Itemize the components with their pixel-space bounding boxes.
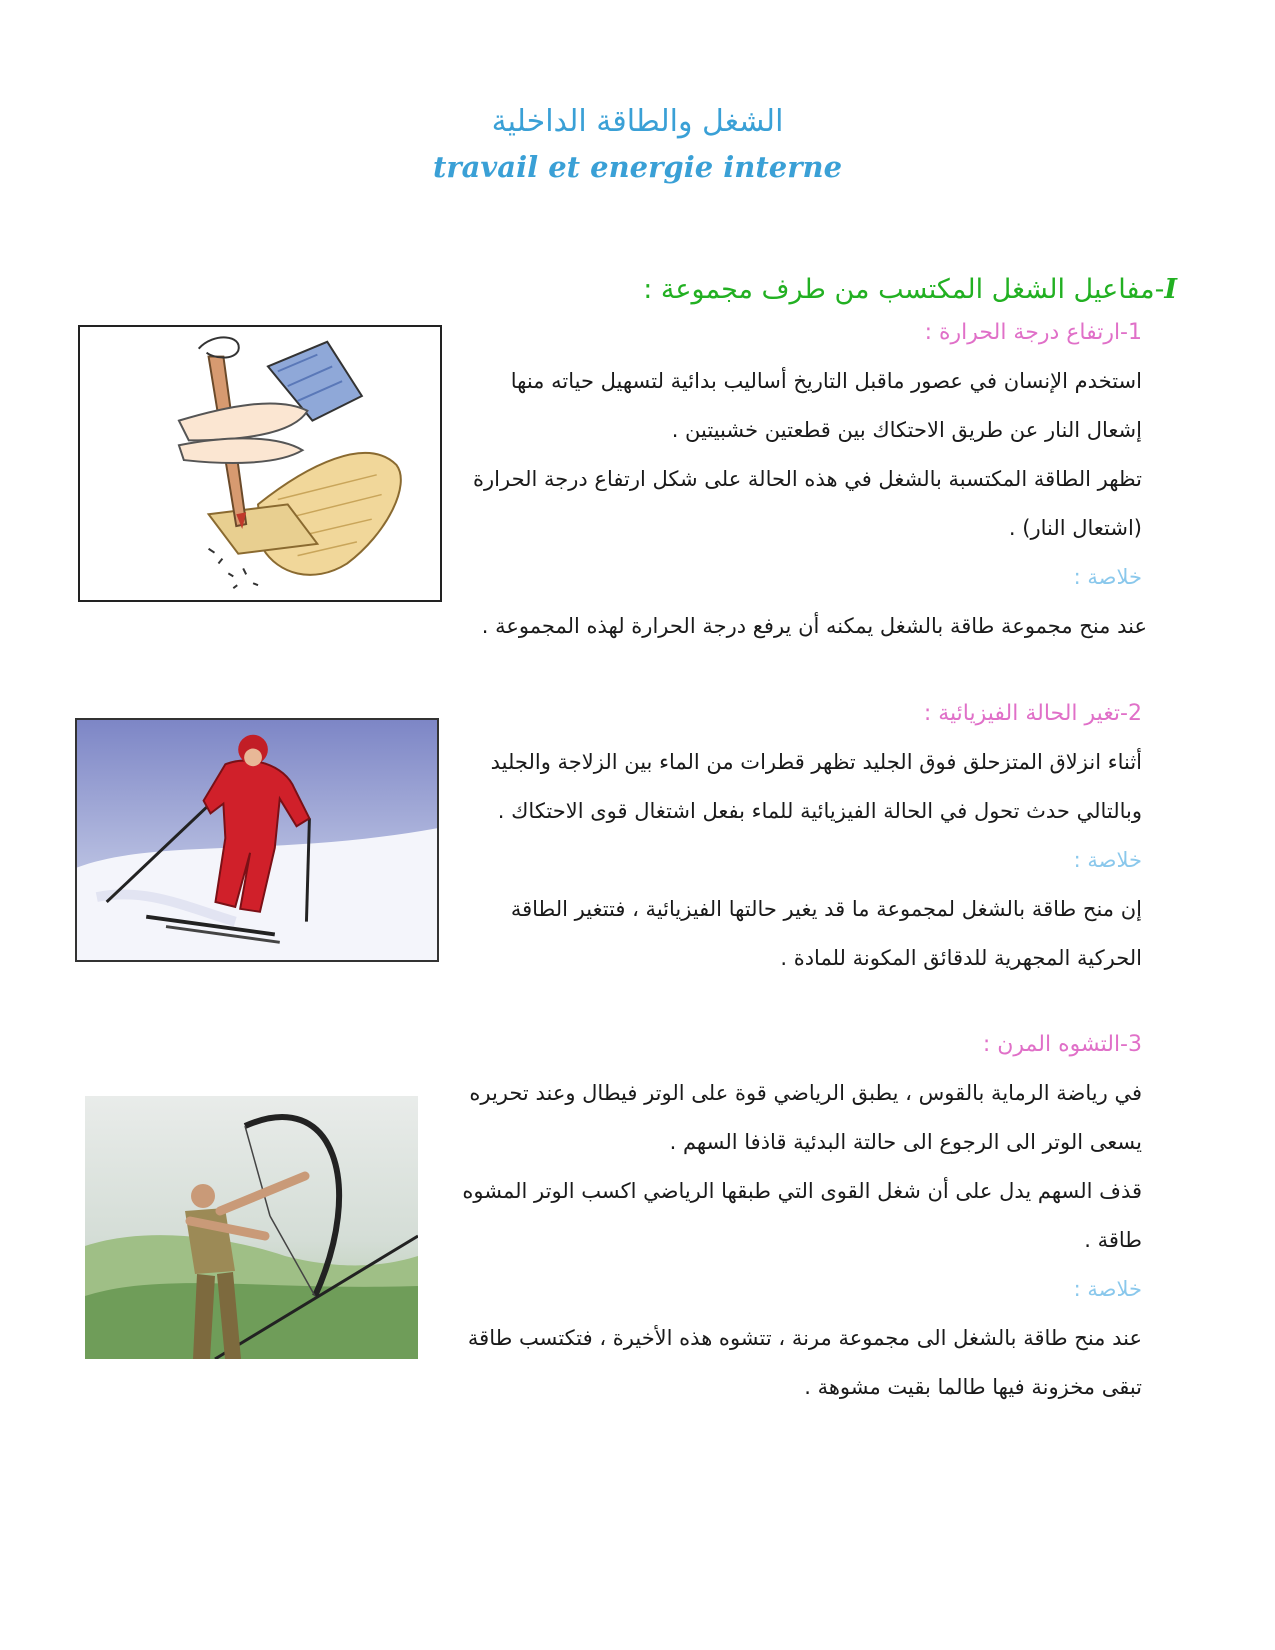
part-3-text-line: طاقة . <box>1084 1228 1142 1252</box>
section-heading <box>643 274 1177 305</box>
part-1-text-line: (اشتعال النار) . <box>1008 516 1142 540</box>
part-2-conclusion-line: إن منح طاقة بالشغل لمجموعة ما قد يغير حالتها الفيزيائية ، فتتغير الطاقة <box>510 897 1142 921</box>
part-1 <box>473 308 1147 651</box>
page-title-french: travail et energie interne <box>432 150 843 184</box>
part-2-text-line: أثناء انزلاق المتزحلق فوق الجليد تظهر قطرات من الماء بين الزلاجة والجليد <box>490 750 1142 774</box>
archer-photo <box>85 1096 418 1359</box>
part-3-conclusion-line: تبقى مخزونة فيها طالما بقيت مشوهة . <box>804 1375 1142 1399</box>
fire-by-friction-illustration <box>78 325 442 602</box>
part-1-text-line: إشعال النار عن طريق الاحتكاك بين قطعتين خشبيتين . <box>671 418 1142 442</box>
page-title-arabic: الشغل والطاقة الداخلية <box>491 104 784 139</box>
part-2-conclusion-label: خلاصة : <box>1073 848 1142 872</box>
part-3-text-line: يسعى الوتر الى الرجوع الى حالتة البدئية قاذفا السهم . <box>669 1130 1142 1154</box>
section-heading-text: -مفاعيل الشغل المكتسب من طرف مجموعة : <box>643 274 1165 305</box>
section-roman-numeral: I <box>1164 274 1177 305</box>
part-1-text-line: تظهر الطاقة المكتسبة بالشغل في هذه الحالة على شكل ارتفاع درجة الحرارة <box>473 467 1142 491</box>
part-3-text-line: قذف السهم يدل على أن شغل القوى التي طبقها الرياضي اكسب الوتر المشوه <box>462 1179 1142 1203</box>
part-1-heading: 1-ارتفاع درجة الحرارة : <box>924 320 1142 345</box>
skier-photo <box>75 718 439 962</box>
part-3-text-line: في رياضة الرماية بالقوس ، يطبق الرياضي قوة على الوتر فيطال وعند تحريره <box>469 1081 1142 1105</box>
part-1-conclusion-line: عند منح مجموعة طاقة بالشغل يمكنه أن يرفع درجة الحرارة لهذه المجموعة . <box>481 614 1147 638</box>
part-1-text-line: استخدم الإنسان في عصور ماقبل التاريخ أساليب بدائية لتسهيل حياته منها <box>510 369 1142 393</box>
part-2 <box>491 689 1142 983</box>
part-3 <box>462 1020 1142 1412</box>
part-3-heading: 3-التشوه المرن : <box>982 1032 1142 1057</box>
part-2-heading: 2-تغير الحالة الفيزيائية : <box>923 701 1142 726</box>
part-2-text-line: وبالتالي حدث تحول في الحالة الفيزيائية للماء بفعل اشتغال قوى الاحتكاك . <box>497 799 1142 823</box>
part-2-conclusion-line: الحركية المجهرية للدقائق المكونة للمادة . <box>780 946 1142 970</box>
part-1-conclusion-label: خلاصة : <box>1073 565 1142 589</box>
part-3-conclusion-label: خلاصة : <box>1073 1277 1142 1301</box>
part-3-conclusion-line: عند منح طاقة بالشغل الى مجموعة مرنة ، تتشوه هذه الأخيرة ، فتكتسب طاقة <box>467 1326 1142 1350</box>
